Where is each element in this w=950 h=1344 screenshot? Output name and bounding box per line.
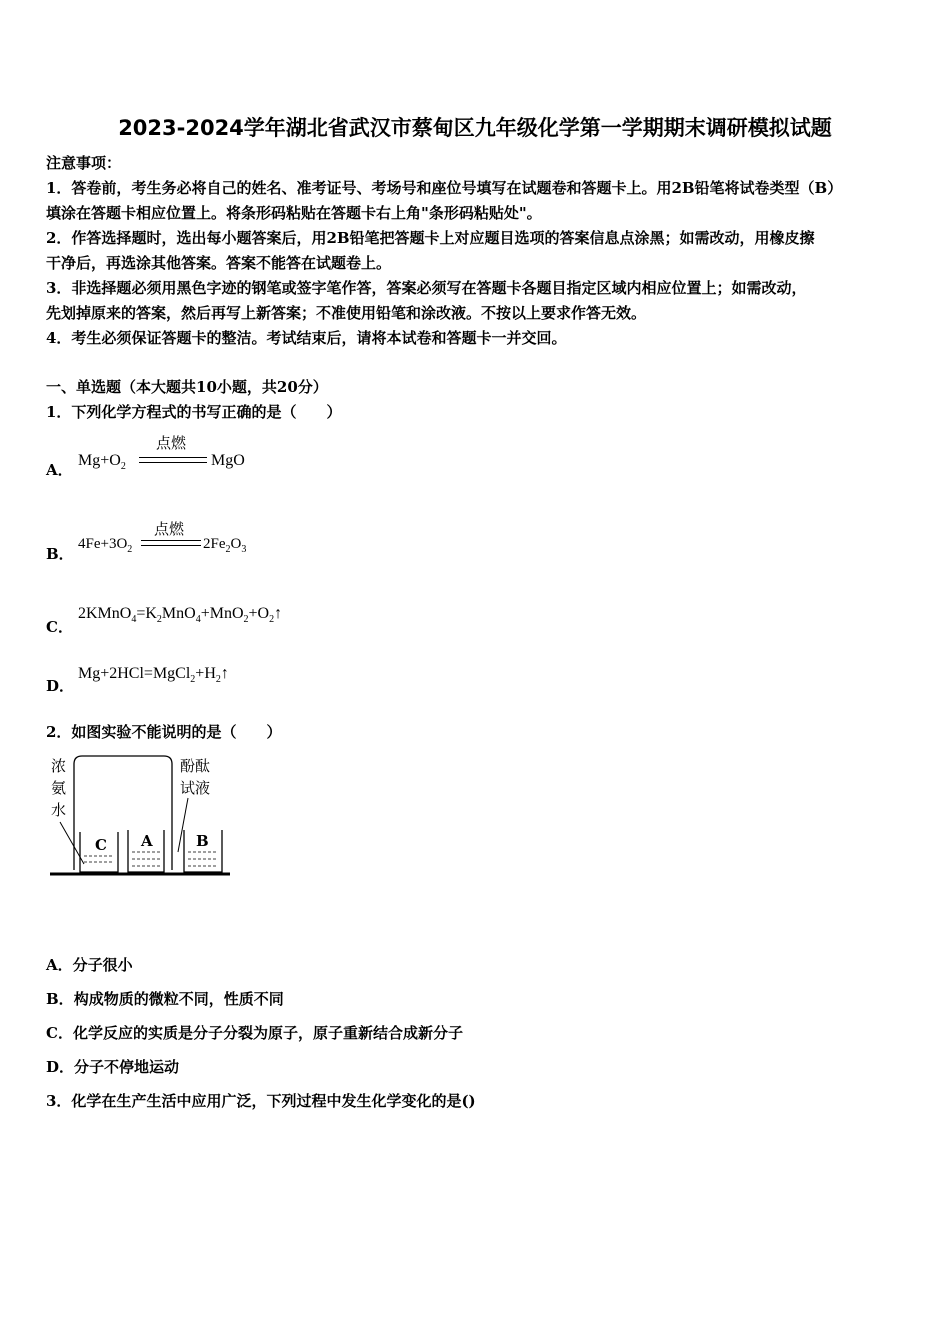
ammonia-label-1: 浓 (51, 757, 67, 775)
option-letter: A． (46, 461, 73, 479)
option-letter: B． (46, 990, 74, 1008)
equals-sign (139, 457, 207, 463)
equation-right: MgO (211, 452, 245, 469)
beaker-c-label: C (95, 836, 107, 854)
option-letter: C． (46, 1024, 73, 1042)
notice-line: 4．考生必须保证答题卡的整洁。考试结束后，请将本试卷和答题卡一并交回。 (46, 329, 567, 347)
notice-line: 2．作答选择题时，选出每小题答案后，用2B铅笔把答题卡上对应题目选项的答案信息点涂黑；如需改动，用橡皮擦 (46, 229, 815, 247)
option-letter: B． (46, 545, 74, 563)
notice-line: 填涂在答题卡相应位置上。将条形码粘贴在答题卡右上角"条形码粘贴处"。 (46, 204, 542, 222)
phenolphthalein-label-2: 试液 (180, 779, 211, 797)
question-3-stem: 3．化学在生产生活中应用广泛，下列过程中发生化学变化的是() (46, 1092, 476, 1110)
equation-left: $Mg+O_2$ (78, 452, 126, 472)
option-letter: A． (46, 956, 73, 974)
equation: $2KMnO_4=K_2MnO_4+MnO_2+O_2↑$ (78, 605, 283, 625)
equals-sign (141, 540, 201, 546)
equation: $Mg+2HCl=MgCl_2+H_2↑$ (78, 665, 229, 685)
option-letter: C． (46, 618, 73, 636)
section-heading: 一、单选题（本大题共10小题，共20分） (46, 378, 328, 396)
notice-heading: 注意事项： (46, 154, 122, 172)
reaction-condition: 点燃 (154, 520, 185, 538)
question-1-stem: 1．下列化学方程式的书写正确的是（ ） (46, 403, 342, 421)
notice-line: 3．非选择题必须用黑色字迹的钢笔或签字笔作答，答案必须写在答题卡各题目指定区域内相应位置上；如需改动， (46, 279, 807, 297)
q2-option-d[interactable] (46, 1056, 179, 1077)
option-text: 化学反应的实质是分子分裂为原子，原子重新结合成新分子 (72, 1024, 463, 1042)
q2-option-b[interactable] (46, 988, 284, 1009)
option-letter: D． (46, 677, 75, 695)
option-text: 分子很小 (72, 956, 133, 974)
q2-option-c[interactable] (46, 1022, 463, 1043)
experiment-diagram (46, 752, 236, 882)
option-text: 构成物质的微粒不同，性质不同 (73, 990, 284, 1008)
equation-right: $2Fe_2O_3$ (203, 536, 247, 555)
ammonia-label-2: 氨 (51, 779, 67, 797)
option-text: 分子不停地运动 (74, 1058, 180, 1076)
q2-option-a[interactable] (46, 954, 133, 975)
notice-line: 1．答卷前，考生务必将自己的姓名、准考证号、考场号和座位号填写在试题卷和答题卡上。用2B铅笔将试卷类型（B） (46, 179, 843, 197)
question-2-stem: 2．如图实验不能说明的是（ ） (46, 723, 282, 741)
beaker-b-label: B (196, 832, 209, 850)
page-title: 2023-2024学年湖北省武汉市蔡甸区九年级化学第一学期期末调研模拟试题 (118, 116, 832, 140)
notice-line: 先划掉原来的答案，然后再写上新答案；不准使用铅笔和涂改液。不按以上要求作答无效。 (46, 304, 647, 322)
diagram-drawing (46, 752, 236, 882)
equation-left: $4Fe+3O_2$ (78, 536, 133, 555)
phenolphthalein-label-1: 酚酞 (180, 757, 211, 775)
beaker-a-label: A (141, 832, 153, 850)
notice-line: 干净后，再选涂其他答案。答案不能答在试题卷上。 (46, 254, 392, 272)
reaction-condition: 点燃 (156, 434, 187, 452)
ammonia-label-3: 水 (51, 801, 67, 819)
option-letter: D． (46, 1058, 75, 1076)
